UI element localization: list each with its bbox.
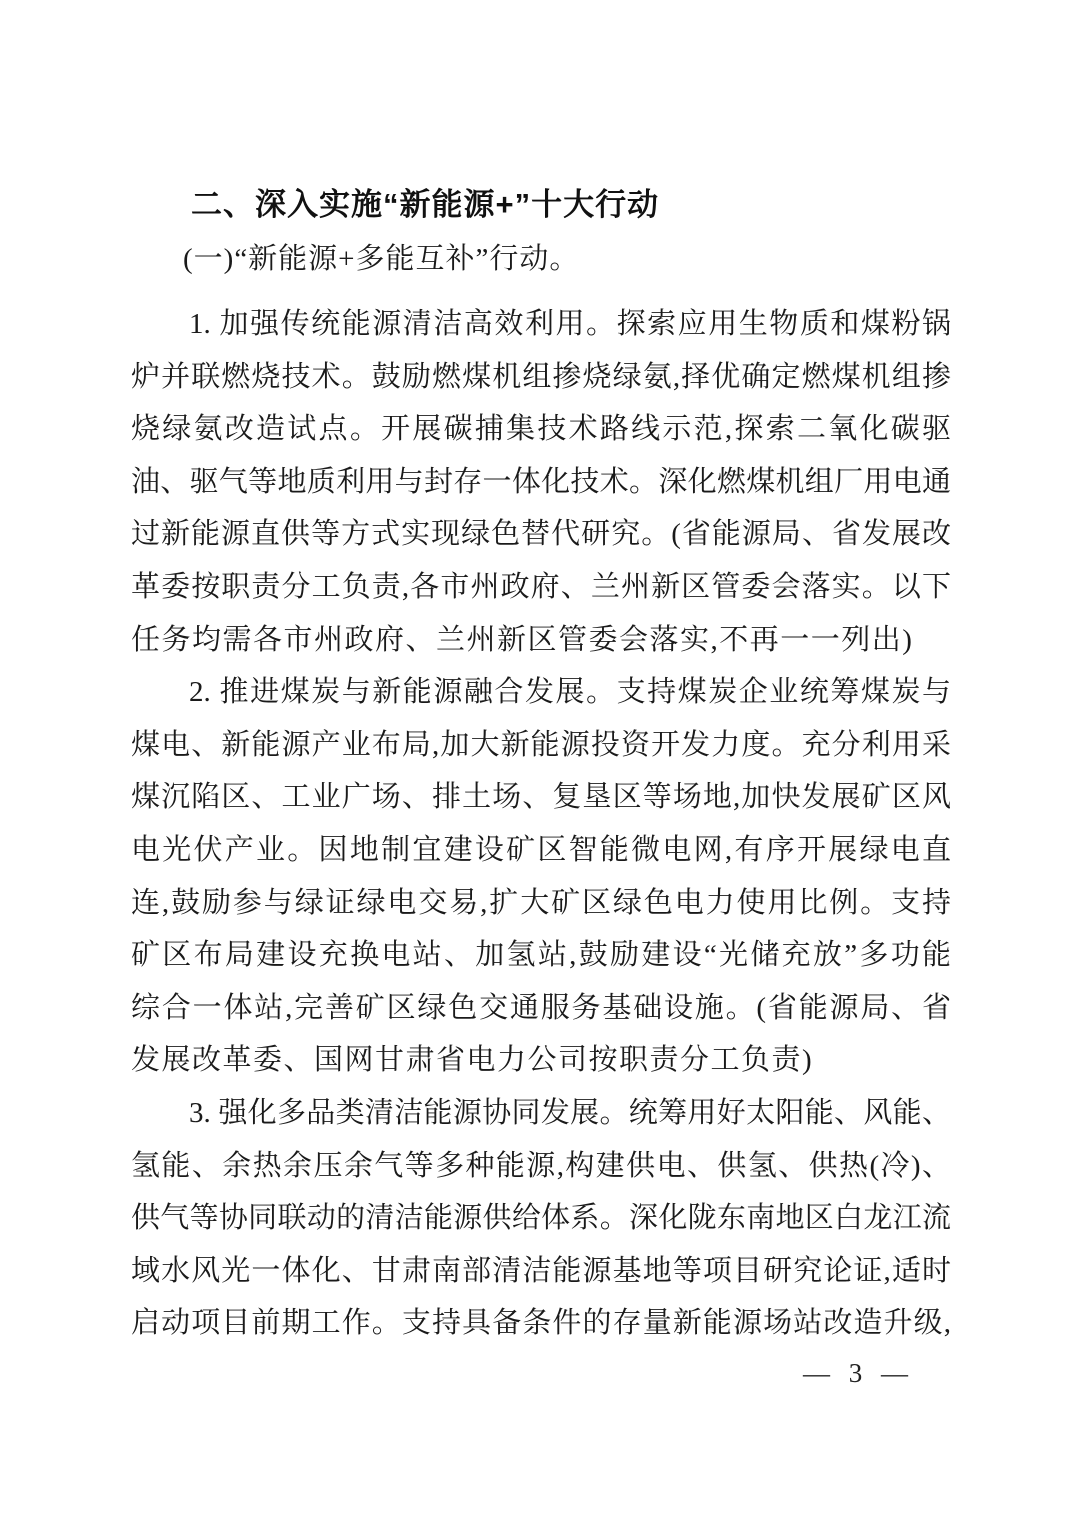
text-line: 1. 加强传统能源清洁高效利用。探索应用生物质和煤粉锅 <box>189 308 951 340</box>
text-line: 2. 推进煤炭与新能源融合发展。支持煤炭企业统筹煤炭与 <box>189 676 951 709</box>
section-heading: 二、深入实施“新能源+”十大行动 <box>191 187 660 222</box>
text-line: 综合一体站,完善矿区绿色交通服务基础设施。(省能源局、省 <box>131 991 951 1024</box>
text-line: 3. 强化多品类清洁能源协同发展。统筹用好太阳能、风能、 <box>189 1096 951 1129</box>
text-line: 油、驱气等地质利用与封存一体化技术。深化燃煤机组厂用电通 <box>131 465 951 498</box>
document-content <box>131 179 951 1350</box>
text-line: 启动项目前期工作。支持具备条件的存量新能源场站改造升级, <box>131 1307 951 1340</box>
paragraph <box>131 1087 951 1350</box>
text-line: 供气等协同联动的清洁能源供给体系。深化陇东南地区白龙江流 <box>131 1202 951 1235</box>
paragraph <box>131 298 951 666</box>
text-line: 炉并联燃烧技术。鼓励燃煤机组掺烧绿氨,择优确定燃煤机组掺 <box>131 360 951 393</box>
text-line: 过新能源直供等方式实现绿色替代研究。(省能源局、省发展改 <box>131 518 951 551</box>
subsection-heading: (一)“新能源+多能互补”行动。 <box>183 243 580 275</box>
text-line: 氢能、余热余压余气等多种能源,构建供电、供氢、供热(冷)、 <box>131 1149 951 1182</box>
text-line: 烧绿氨改造试点。开展碳捕集技术路线示范,探索二氧化碳驱 <box>131 413 951 446</box>
text-line: 矿区布局建设充换电站、加氢站,鼓励建设“光储充放”多功能 <box>131 939 951 972</box>
page-number: — 3 — <box>803 1358 914 1388</box>
text-line: 电光伏产业。因地制宜建设矿区智能微电网,有序开展绿电直 <box>131 833 951 866</box>
text-line: 发展改革委、国网甘肃省电力公司按职责分工负责) <box>131 1044 814 1077</box>
text-line: 域水风光一体化、甘肃南部清洁能源基地等项目研究论证,适时 <box>131 1254 951 1287</box>
text-line: 革委按职责分工负责,各市州政府、兰州新区管委会落实。以下 <box>131 570 951 603</box>
text-line: 煤电、新能源产业布局,加大新能源投资开发力度。充分利用采 <box>131 728 951 761</box>
document-body <box>131 298 951 1350</box>
paragraph <box>131 666 951 1087</box>
text-line: 连,鼓励参与绿证绿电交易,扩大矿区绿色电力使用比例。支持 <box>131 886 951 919</box>
text-line: 煤沉陷区、工业广场、排土场、复垦区等场地,加快发展矿区风 <box>131 781 951 814</box>
text-line: 任务均需各市州政府、兰州新区管委会落实,不再一一列出) <box>131 623 914 656</box>
